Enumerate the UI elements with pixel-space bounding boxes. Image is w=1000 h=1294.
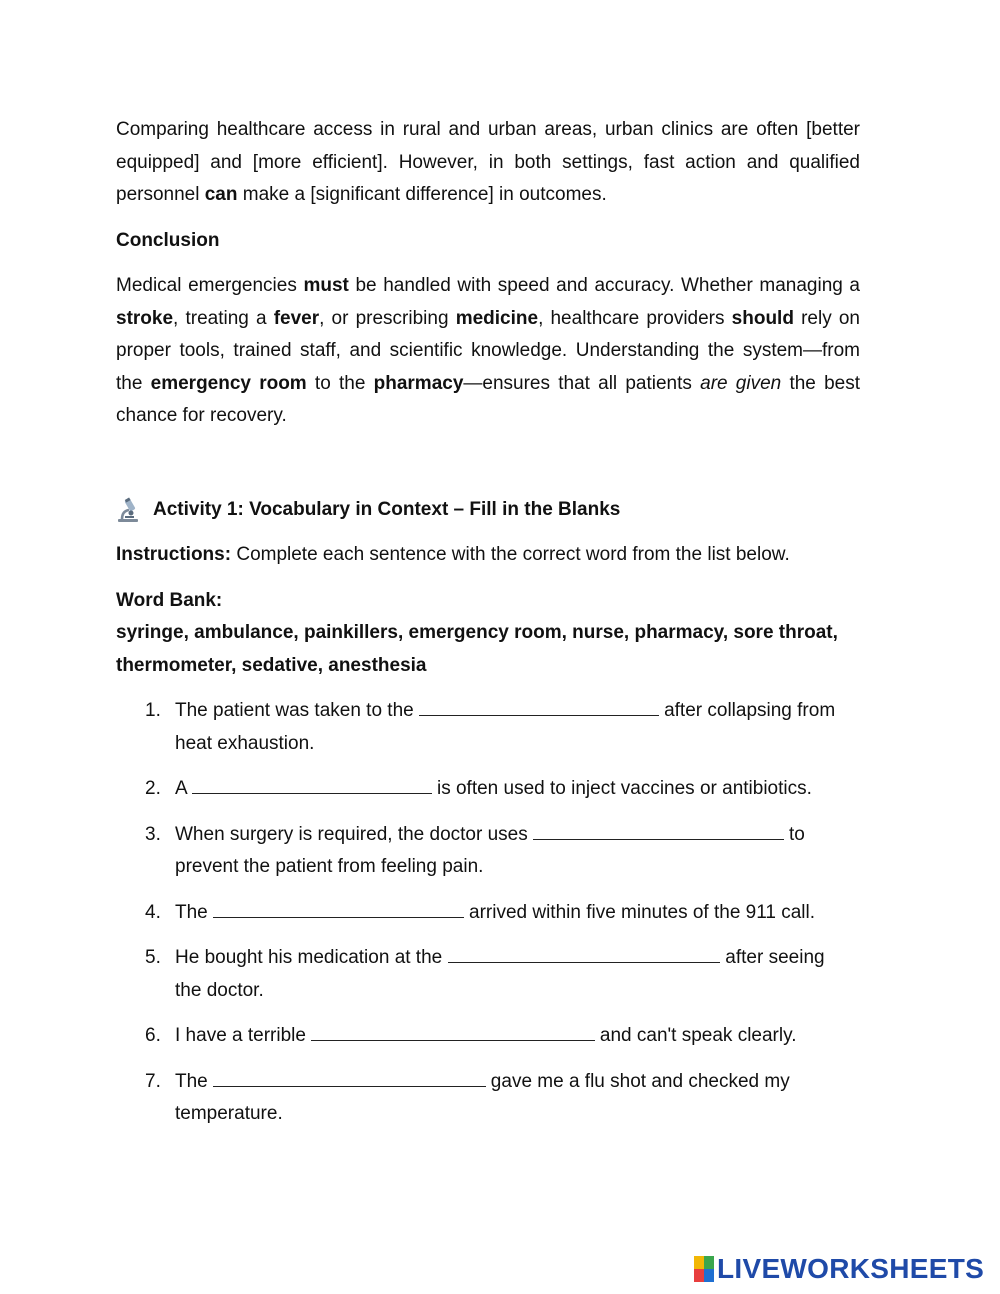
sentence-end: after seeing the doctor.: [175, 947, 825, 1001]
answer-blank[interactable]: [533, 821, 784, 840]
text-run: Medical emergencies: [116, 275, 304, 296]
sentence-end: to prevent the patient from feeling pain.: [175, 823, 805, 877]
bold-term: can: [204, 184, 238, 205]
item-number: 2.: [145, 778, 161, 799]
bold-term: should: [731, 307, 794, 329]
instructions-label: Instructions:: [116, 544, 232, 565]
bold-term: pharmacy: [373, 372, 464, 394]
bold-term: medicine: [455, 307, 539, 329]
document-page: [116, 114, 860, 1144]
instructions-text: Complete each sentence with the correct word from the list below.: [231, 544, 790, 565]
list-item: [116, 695, 845, 760]
answer-blank[interactable]: [448, 944, 721, 963]
sentence-start: I have a terrible: [175, 1025, 312, 1046]
item-number: 6.: [145, 1025, 161, 1046]
text-run: make a [significant difference] in outcomes.: [237, 184, 607, 205]
answer-blank[interactable]: [213, 899, 464, 918]
liveworksheets-logo: [694, 1255, 984, 1283]
item-number: 5.: [145, 947, 161, 968]
list-item: [116, 1020, 845, 1053]
list-item: [116, 942, 845, 1007]
sentence-end: and can't speak clearly.: [594, 1025, 797, 1046]
intro-paragraph: [116, 114, 860, 212]
sentence-end: arrived within five minutes of the 911 call.: [463, 901, 816, 923]
bold-term: emergency room: [150, 372, 307, 394]
answer-blank[interactable]: [192, 775, 432, 794]
item-number: 4.: [145, 901, 161, 923]
instructions: [116, 539, 860, 572]
sentence-start: The patient was taken to the: [175, 700, 419, 721]
logo-mark-icon: [694, 1256, 714, 1282]
word-bank-label: Word Bank:: [116, 589, 223, 611]
bold-term: fever: [273, 307, 320, 329]
text-run: be handled with speed and accuracy. Whether managing a: [348, 275, 860, 296]
conclusion-heading: Conclusion: [116, 229, 220, 251]
sentence-end: after collapsing from heat exhaustion.: [175, 700, 836, 754]
answer-blank[interactable]: [311, 1022, 594, 1041]
sentence-start: A: [175, 778, 192, 799]
sentence-start: The: [175, 1070, 214, 1092]
text-run: , or prescribing: [319, 307, 456, 329]
sentence-start: The: [175, 901, 214, 923]
activity-title: [116, 494, 860, 527]
italic-term: are given: [700, 372, 782, 394]
bold-term: must: [303, 275, 349, 296]
activity-title-text: Activity 1: Vocabulary in Context – Fill in the Blanks: [153, 498, 621, 520]
text-run: , healthcare providers: [538, 307, 732, 329]
microscope-icon: [116, 497, 144, 523]
fill-in-list: [116, 695, 860, 1131]
bold-term: stroke: [116, 307, 174, 329]
item-number: 7.: [145, 1070, 161, 1092]
item-number: 1.: [145, 700, 161, 721]
sentence-end: gave me a flu shot and checked my temperature.: [175, 1070, 790, 1124]
text-run: , treating a: [173, 307, 274, 329]
text-run: rely on proper tools, trained staff, and scientific knowledge. Understanding the system—from the: [116, 307, 860, 394]
answer-blank[interactable]: [419, 697, 659, 716]
word-bank: [116, 585, 860, 683]
sentence-start: He bought his medication at the: [175, 947, 448, 968]
word-bank-list: syringe, ambulance, painkillers, emergency room, nurse, pharmacy, sore throat, thermometer, sedative, anesthesia: [116, 622, 838, 676]
sentence-start: When surgery is required, the doctor uses: [175, 823, 534, 845]
conclusion-paragraph: [116, 270, 860, 433]
text-run: —ensures that all patients: [463, 372, 701, 394]
text-run: Comparing healthcare access in rural and urban areas, urban clinics are often [better equipped] and [more efficient]. However, in both settings, fast action and qualified personnel: [116, 119, 860, 205]
answer-blank[interactable]: [213, 1068, 486, 1087]
logo-text: LIVEWORKSHEETS: [717, 1253, 985, 1284]
list-item: [116, 1066, 845, 1131]
list-item: [116, 773, 845, 806]
text-run: to the: [306, 372, 374, 394]
list-item: [116, 819, 845, 884]
text-run: the best chance for recovery.: [116, 372, 860, 426]
list-item: [116, 897, 845, 930]
sentence-end: is often used to inject vaccines or antibiotics.: [431, 778, 812, 799]
item-number: 3.: [145, 823, 161, 845]
